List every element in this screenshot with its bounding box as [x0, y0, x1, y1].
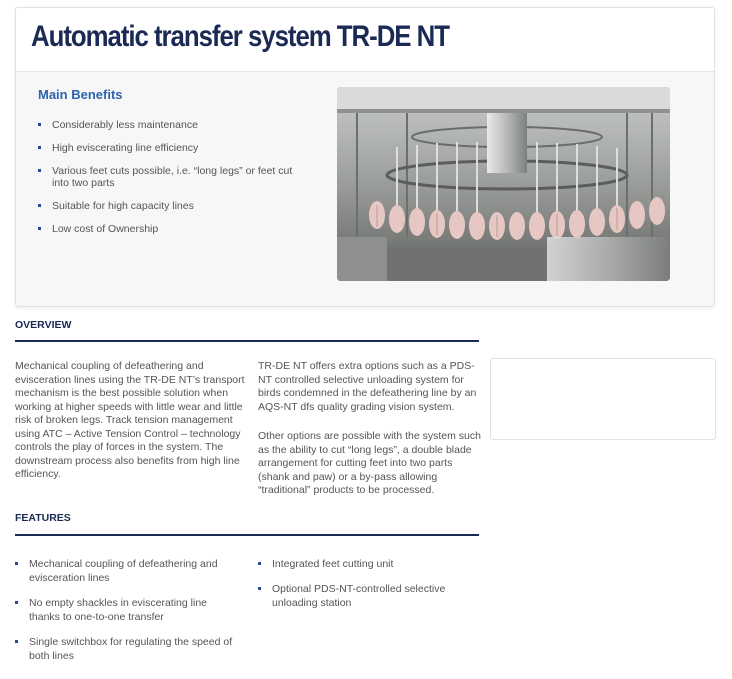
bullet-icon: [38, 146, 41, 149]
bullet-icon: [38, 204, 41, 207]
bullet-icon: [15, 640, 18, 643]
machine-image: [337, 87, 670, 281]
hero-card: [15, 7, 715, 307]
benefits-heading: Main Benefits: [38, 87, 123, 102]
bullet-icon: [15, 562, 18, 565]
page-title: Automatic transfer system TR-DE NT: [31, 20, 449, 53]
features-left-list: [15, 557, 240, 674]
bullet-icon: [38, 169, 41, 172]
overview-col1: Mechanical coupling of defeathering and evisceration lines using the TR-DE NT’s transport mechanism is the best possible solution when working at higher speeds with little wear and little risk of broken legs. Track tension management using ATC – Active Tension Control – technology controls the play of forces in the system. The downstream process also benefits from high line efficiency.: [15, 360, 245, 480]
feature-item: Integrated feet cutting unit: [258, 557, 468, 571]
benefit-item: Low cost of Ownership: [38, 223, 308, 235]
overview-col2-p2: Other options are possible with the system such as the ability to cut “long legs”, a double blade arrangement for cutting feet into two parts (shank and paw) or a by-pass allowing “traditional” products to be processed.: [258, 430, 481, 496]
overview-rule: [15, 340, 479, 342]
features-right-list: [258, 557, 468, 621]
benefits-list: [38, 119, 308, 246]
feature-item: Single switchbox for regulating the speed of both lines: [15, 635, 240, 663]
product-photo: [337, 87, 670, 281]
hero-header: [16, 8, 714, 72]
benefit-item: Suitable for high capacity lines: [38, 200, 308, 212]
overview-heading: OVERVIEW: [15, 319, 72, 331]
side-box: [490, 358, 716, 440]
overview-col2-p1: TR-DE NT offers extra options such as a PDS-NT controlled selective unloading system for birds condemned in the defeathering line by an AQS-NT dfs quality grading vision system.: [258, 360, 477, 413]
bullet-icon: [15, 601, 18, 604]
bullet-icon: [258, 562, 261, 565]
feature-item: Mechanical coupling of defeathering and evisceration lines: [15, 557, 240, 585]
bullet-icon: [258, 587, 261, 590]
features-rule: [15, 534, 479, 536]
benefit-item: Various feet cuts possible, i.e. “long legs” or feet cut into two parts: [38, 165, 308, 189]
feature-item: No empty shackles in eviscerating line thanks to one-to-one transfer: [15, 596, 240, 624]
features-heading: FEATURES: [15, 512, 71, 524]
benefit-item: Considerably less maintenance: [38, 119, 308, 131]
benefit-item: High eviscerating line efficiency: [38, 142, 308, 154]
bullet-icon: [38, 123, 41, 126]
bullet-icon: [38, 227, 41, 230]
feature-item: Optional PDS-NT-controlled selective unloading station: [258, 582, 468, 610]
